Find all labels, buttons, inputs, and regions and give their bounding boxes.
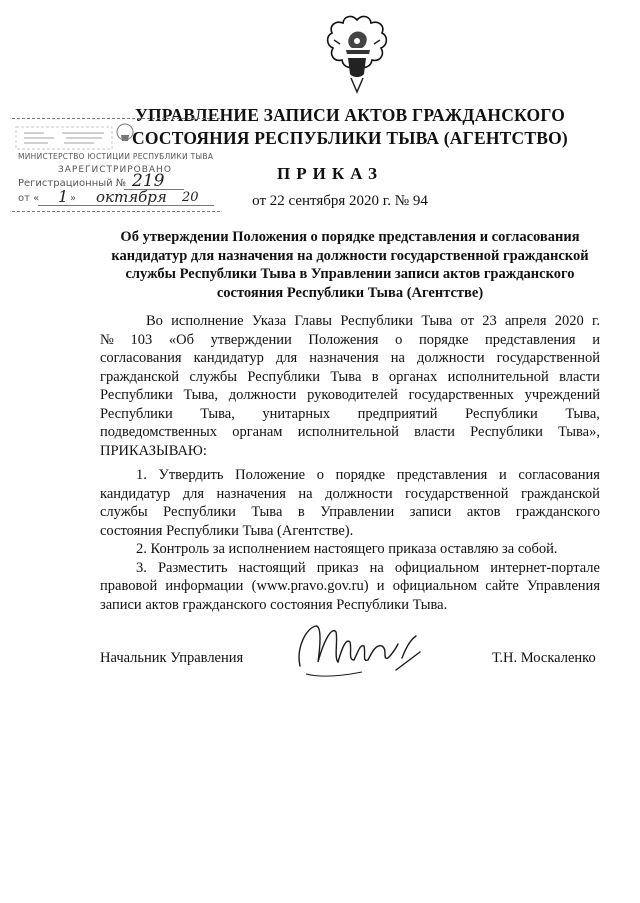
agency-name-line-2: СОСТОЯНИЯ РЕСПУБЛИКИ ТЫВА (АГЕНТСТВО) [132, 128, 568, 148]
stamp-date-prefix: от « [18, 193, 40, 204]
preamble-line [100, 331, 600, 350]
word: официальном [392, 578, 477, 594]
preamble-paragraph [100, 312, 600, 460]
point-3-line [100, 577, 600, 596]
stamp-emblem-icon [114, 121, 136, 147]
word: 3. [136, 559, 147, 576]
word: от [460, 313, 474, 329]
word: № [100, 331, 114, 348]
stamp-date-row [18, 193, 77, 204]
word: Республики [470, 424, 543, 440]
word: государственной [496, 350, 600, 366]
word: согласования [518, 467, 600, 483]
word: г. [592, 313, 600, 329]
word: исполнительной [297, 424, 399, 440]
word: учреждений [524, 387, 600, 403]
preamble-line [100, 368, 600, 387]
word: на [298, 485, 313, 502]
subject-line: кандидатур для назначения на должности государственной гражданской [111, 247, 589, 264]
word: Управления [527, 578, 600, 594]
word: Республики [100, 387, 173, 403]
preamble-line [100, 349, 600, 368]
subject-line: Об утверждении Положения о порядке представления и согласования [120, 229, 580, 245]
word: 1. [136, 467, 147, 483]
preamble-line [100, 386, 600, 405]
document-title: ПРИКАЗ [277, 164, 383, 183]
word: назначения [309, 350, 379, 366]
word: органам [232, 424, 283, 440]
word: Республики [100, 405, 173, 422]
point-2: 2. Контроль за исполнением настоящего приказа оставляю за собой. [136, 541, 558, 557]
word: (www.pravo.gov.ru) [251, 578, 369, 594]
word: настоящий [238, 559, 306, 576]
word: Республики [163, 504, 236, 520]
agency-name-line-1: УПРАВЛЕНИЕ ЗАПИСИ АКТОВ ГРАЖДАНСКОГО [134, 105, 566, 125]
signatory-name: Т.Н. Москаленко [492, 650, 596, 666]
registration-stamp [12, 118, 220, 212]
point-3-line [100, 559, 600, 578]
word: интернет-портале [490, 559, 600, 576]
document-date-number: от 22 сентября 2020 г. № 94 [252, 193, 428, 209]
point-1-line: состояния Республики Тыва (Агентстве). [100, 522, 354, 539]
word: унитарных [262, 405, 331, 422]
word: гражданского [515, 504, 600, 520]
word: руководителей [307, 387, 398, 403]
word: 2020 [554, 313, 584, 329]
word: Республики [247, 368, 321, 385]
word: на [390, 350, 405, 366]
word: порядке [418, 331, 469, 348]
word: о [316, 467, 324, 483]
word: официальном [394, 559, 480, 576]
word: порядке [335, 467, 386, 483]
word: должности [325, 485, 393, 502]
word: Тыва [421, 313, 453, 329]
subject-line: состояния Республики Тыва (Агентстве) [216, 284, 484, 301]
word: Тыва, [200, 405, 235, 422]
preamble-line [100, 423, 600, 442]
stamp-date-day: 1 [58, 187, 69, 206]
word: утверждении [210, 331, 292, 348]
word: власти [414, 424, 455, 440]
signatory-title: Начальник Управления [100, 650, 244, 666]
point-3-line: записи актов гражданского состояния Республики Тыва. [100, 596, 448, 613]
word: службы [100, 504, 148, 520]
preamble-line [100, 312, 600, 331]
word: сайте [485, 578, 519, 594]
word: о [395, 331, 403, 348]
word: кандидатур [193, 350, 264, 366]
word: правовой [100, 578, 158, 594]
word: предприятий [357, 405, 438, 422]
word: актов [466, 504, 501, 520]
word: в [371, 368, 379, 385]
word: Положения [308, 331, 379, 348]
word: Республики [340, 313, 414, 329]
word: Тыва [330, 368, 362, 385]
stamp-date-year: 20 [182, 190, 199, 205]
stamp-date-month: октября [96, 188, 167, 206]
word: «Об [168, 331, 194, 348]
word: подведомственных [100, 424, 217, 440]
word: государственных [408, 387, 514, 403]
word: и [376, 578, 385, 594]
word: гражданской [100, 368, 179, 385]
word: в [297, 504, 305, 520]
word: согласования [100, 350, 182, 366]
word: на [369, 559, 384, 576]
word: Указа [251, 313, 287, 329]
word: Во [146, 313, 163, 329]
handwritten-signature [292, 618, 432, 688]
word: кандидатур [100, 485, 171, 502]
word: апреля [504, 313, 547, 329]
word: Тыва», [558, 424, 600, 440]
word: назначения [216, 485, 286, 502]
subject-line: службы Республики Тыва в Управлении записи актов гражданского [125, 266, 575, 282]
word: представления [485, 331, 576, 348]
order-word: ПРИКАЗЫВАЮ: [100, 442, 207, 459]
word: и [498, 467, 507, 483]
word: Тыва, [183, 387, 219, 403]
word: 103 [130, 331, 153, 348]
word: исполнение [171, 313, 244, 329]
word: должности [228, 387, 297, 403]
word: Главы [294, 313, 333, 329]
word: государственной [405, 485, 509, 502]
stamp-regnum-value: 219 [132, 171, 165, 191]
word: органах [388, 368, 438, 385]
word: Разместить [157, 559, 228, 576]
word: приказ [316, 559, 359, 576]
stamp-logo-icon [14, 123, 118, 153]
point-1-line [100, 466, 600, 485]
word: Тыва, [565, 405, 600, 422]
document-subject [100, 228, 600, 302]
point-1-line [100, 503, 600, 522]
word: записи [409, 504, 452, 520]
word: и [592, 331, 600, 348]
word: Утвердить [158, 467, 224, 483]
word: Управлении [320, 504, 395, 520]
word: должности [417, 350, 485, 366]
word: представления [396, 467, 488, 483]
word: Тыва [251, 504, 283, 520]
tuva-emblem-icon [326, 14, 388, 96]
stamp-date-mid: » [70, 193, 77, 204]
point-1-line [100, 485, 600, 504]
word: власти [559, 368, 600, 385]
word: информации [165, 578, 244, 594]
word: Положение [235, 467, 306, 483]
word: гражданской [520, 485, 600, 502]
stamp-regnum-label: Регистрационный № [18, 178, 127, 189]
word: для [275, 350, 298, 366]
word: исполнительной [447, 368, 549, 385]
word: службы [189, 368, 237, 385]
word: Республики [465, 405, 538, 422]
stamp-ministry-label: МИНИСТЕРСТВО ЮСТИЦИИ РЕСПУБЛИКИ ТЫВА [18, 152, 214, 161]
word: для [182, 485, 205, 502]
order-points [100, 466, 600, 614]
stamp-registered-label: ЗАРЕГИСТРИРОВАНО [58, 165, 172, 175]
word: 23 [482, 313, 497, 329]
preamble-line [100, 405, 600, 424]
